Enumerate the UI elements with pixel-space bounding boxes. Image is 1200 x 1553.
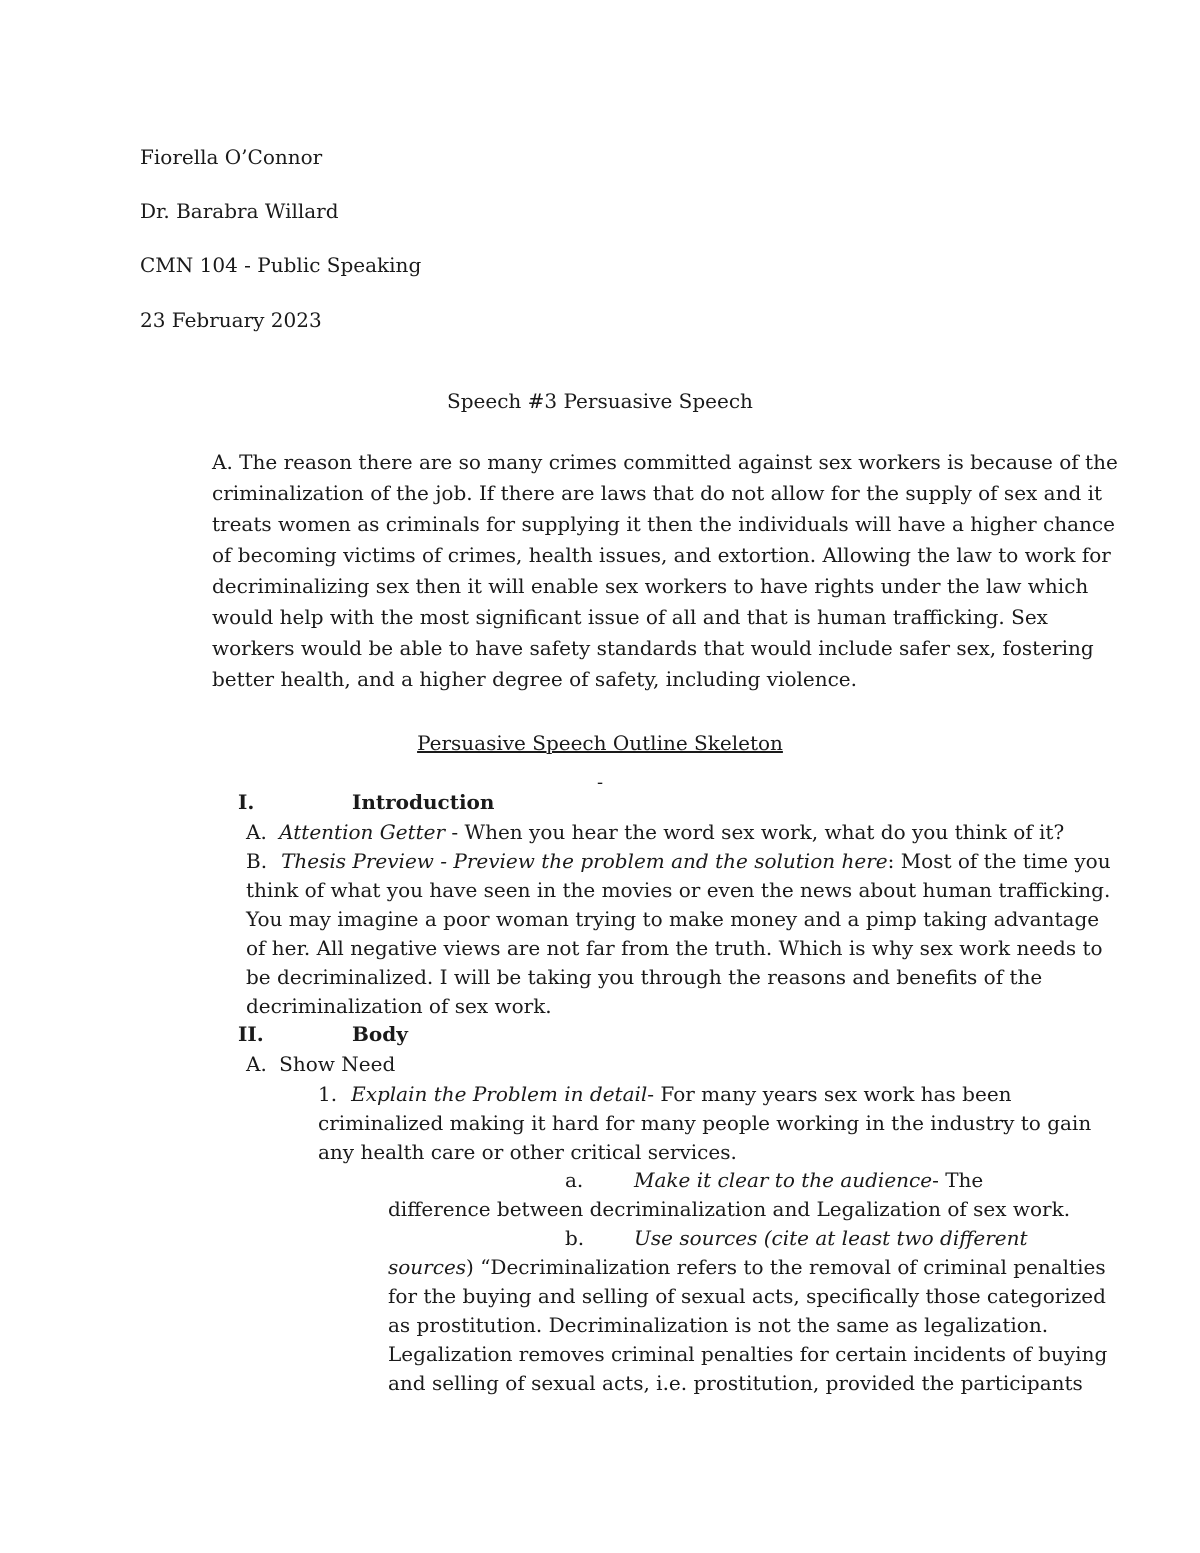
item-line: You may imagine a poor woman trying to make money and a pimp taking advantage [246,907,1100,931]
item-text: - For many years sex work has been [647,1082,1012,1106]
thesis-paragraph [212,447,1118,695]
course-name: CMN 104 - Public Speaking [140,253,422,277]
sub-item-a-body [388,1195,1070,1224]
item-italic: sources [388,1255,467,1279]
paragraph-line: of becoming victims of crimes, health issues, and extortion. Allowing the law to work for [212,543,1111,567]
intro-item-a [246,818,1064,847]
item-text: : Most of the time you [887,849,1111,873]
section-heading-intro: Introduction [352,790,495,814]
intro-item-b [246,847,1111,1021]
outline-dash: - [596,772,604,793]
paragraph-line: would help with the most significant issue of all and that is human trafficking. Sex [212,605,1048,629]
paragraph-line: decriminalizing sex then it will enable sex workers to have rights under the law which [212,574,1089,598]
item-italic: Attention Getter [279,820,446,844]
section-numeral-body: II. [238,1022,264,1046]
student-name: Fiorella O’Connor [140,145,323,169]
page-title: Speech #3 Persuasive Speech [447,389,753,413]
body-item-a [246,1050,395,1079]
item-line: be decriminalized. I will be taking you through the reasons and benefits of the [246,965,1043,989]
item-line: as prostitution. Decriminalization is not the same as legalization. [388,1313,1049,1337]
item-label: A. [246,820,267,844]
section-numeral-intro: I. [238,790,255,814]
item-line: Legalization removes criminal penalties for certain incidents of buying [388,1342,1108,1366]
item-label: 1. [318,1082,338,1106]
item-line: any health care or other critical services. [318,1140,737,1164]
outline-title-text: Persuasive Speech Outline Skeleton [417,731,783,755]
sub-item-a-head [634,1166,983,1195]
outline-title [0,731,1200,755]
item-text: - The [932,1168,984,1192]
body-item-1 [318,1080,1091,1167]
item-label: B. [246,849,268,873]
sub-item-a-label: a. [565,1168,584,1192]
instructor-name: Dr. Barabra Willard [140,199,339,223]
item-text: Show Need [279,1052,396,1076]
sub-item-b-body [388,1253,1107,1398]
paragraph-line: A. The reason there are so many crimes committed against sex workers is because of the [212,450,1118,474]
item-line: think of what you have seen in the movies or even the news about human trafficking. [246,878,1111,902]
item-line: and selling of sexual acts, i.e. prostitution, provided the participants [388,1371,1083,1395]
item-line: difference between decriminalization and Legalization of sex work. [388,1197,1071,1221]
sub-item-b-label: b. [565,1226,585,1250]
item-italic: Thesis Preview - Preview the problem and the solution here [281,849,888,873]
item-italic: Make it clear to the audience [634,1168,933,1192]
item-line: criminalized making it hard for many people working in the industry to gain [318,1111,1092,1135]
item-italic: Use sources (cite at least two different [634,1226,1028,1250]
item-line: decriminalization of sex work. [246,994,552,1018]
item-italic: Explain the Problem in detail [351,1082,648,1106]
paragraph-line: better health, and a higher degree of safety, including violence. [212,667,857,691]
section-heading-body: Body [352,1022,408,1046]
item-line: of her. All negative views are not far from the truth. Which is why sex work needs to [246,936,1103,960]
item-label: A. [246,1052,267,1076]
paragraph-line: workers would be able to have safety standards that would include safer sex, fostering [212,636,1094,660]
item-text: - When you hear the word sex work, what do you think of it? [445,820,1065,844]
paragraph-line: treats women as criminals for supplying it then the individuals will have a higher chance [212,512,1115,536]
paragraph-line: criminalization of the job. If there are laws that do not allow for the supply of sex and it [212,481,1103,505]
sub-item-b-head [634,1224,1028,1253]
date: 23 February 2023 [140,308,322,332]
item-text: ) “Decriminalization refers to the removal of criminal penalties [466,1255,1106,1279]
item-line: for the buying and selling of sexual acts, specifically those categorized [388,1284,1106,1308]
